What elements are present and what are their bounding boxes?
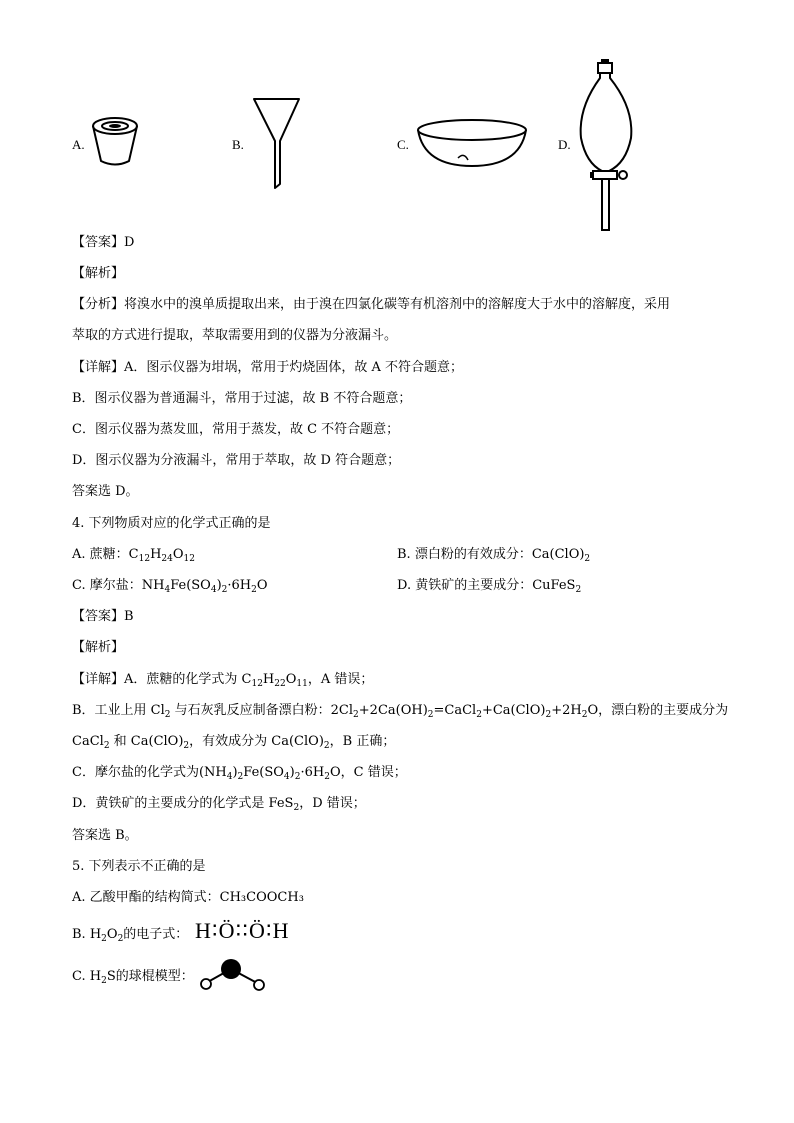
option-d-label: D.	[558, 137, 571, 152]
separatory-funnel-figure	[576, 58, 636, 230]
q3-answer-line	[72, 234, 134, 252]
q4-detail-d: D．黄铁矿的主要成分的化学式是 FeS$_2$，D 错误；	[72, 796, 366, 813]
q3-detail-a: 【详解】A．图示仪器为坩埚，常用于灼烧固体，故 A 不符合题意；	[72, 360, 464, 375]
q4-detail-b-cont: CaCl$_2$ 和 $Ca(ClO)_2$，有效成分为 $Ca(ClO)_2$，B 正确；	[72, 734, 396, 751]
funnel-figure	[252, 96, 302, 190]
q4-option-d: D. 黄铁矿的主要成分：CuFeS$_2$	[397, 578, 582, 595]
q4-detail-c: C．摩尔盐的化学式为$(NH_4)_2Fe(SO_4)_2\cdot 6H_2O$，C 错误；	[72, 765, 407, 782]
crucible-figure	[90, 114, 140, 170]
q4-analysis-tag: 【解析】	[72, 640, 125, 655]
q5-option-a: A. 乙酸甲酯的结构简式：CH₃COOCH₃	[72, 890, 304, 905]
q5-option-b: B. $H_2O_2$的电子式：	[72, 927, 189, 944]
answer-tag: 【答案】	[72, 235, 125, 250]
q3-fenxi-line-1: 【分析】将溴水中的溴单质提取出来，由于溴在四氯化碳等有机溶剂中的溶解度大于水中的溶解度，采用	[72, 297, 671, 312]
evaporating-dish-figure	[416, 118, 528, 170]
h2o2-lewis-structure: H∶Ö∶∶Ö∶H	[195, 918, 290, 943]
q4-option-a: A. 蔗糖：$C_{12}H_{24}O_{12}$	[72, 547, 195, 564]
q4-option-b: B. 漂白粉的有效成分：$Ca(ClO)_2$	[397, 547, 591, 564]
q4-stem: 4. 下列物质对应的化学式正确的是	[72, 516, 271, 531]
q3-detail-c: C．图示仪器为蒸发皿，常用于蒸发，故 C 不符合题意；	[72, 422, 400, 437]
q3-conclusion: 答案选 D。	[72, 484, 139, 499]
q3-detail-b: B．图示仪器为普通漏斗，常用于过滤，故 B 不符合题意；	[72, 391, 412, 406]
option-c-label: C.	[397, 137, 409, 152]
q4-option-c: C. 摩尔盐：$NH_4Fe(SO_4)_2\cdot 6H_2O$	[72, 578, 268, 595]
q3-fenxi-line-2: 萃取的方式进行提取，萃取需要用到的仪器为分液漏斗。	[72, 328, 398, 343]
q5-stem: 5. 下列表示不正确的是	[72, 859, 206, 874]
option-a-label: A.	[72, 137, 85, 152]
option-b-label: B.	[232, 137, 244, 152]
q3-analysis-tag: 【解析】	[72, 266, 125, 281]
q4-answer-line: 【答案】B	[72, 609, 134, 624]
q3-detail-d: D．图示仪器为分液漏斗，常用于萃取，故 D 符合题意；	[72, 453, 401, 468]
answer-value: B	[124, 609, 134, 624]
q4-conclusion: 答案选 B。	[72, 828, 138, 843]
q4-detail-b: B．工业上用 $Cl_2$ 与石灰乳反应制备漂白粉：$2Cl_2+2Ca(OH)_2=CaCl_2+Ca(ClO)_2+2H_2O$，漂白粉的主要成分为	[72, 703, 729, 720]
h2s-ball-stick-model	[198, 958, 268, 994]
q5-option-c: C. $H_2S$的球棍模型：	[72, 969, 194, 986]
q4-detail-a: 【详解】A．蔗糖的化学式为 $C_{12}H_{22}O_{11}$，A 错误；	[72, 672, 374, 689]
answer-value: D	[124, 235, 135, 250]
